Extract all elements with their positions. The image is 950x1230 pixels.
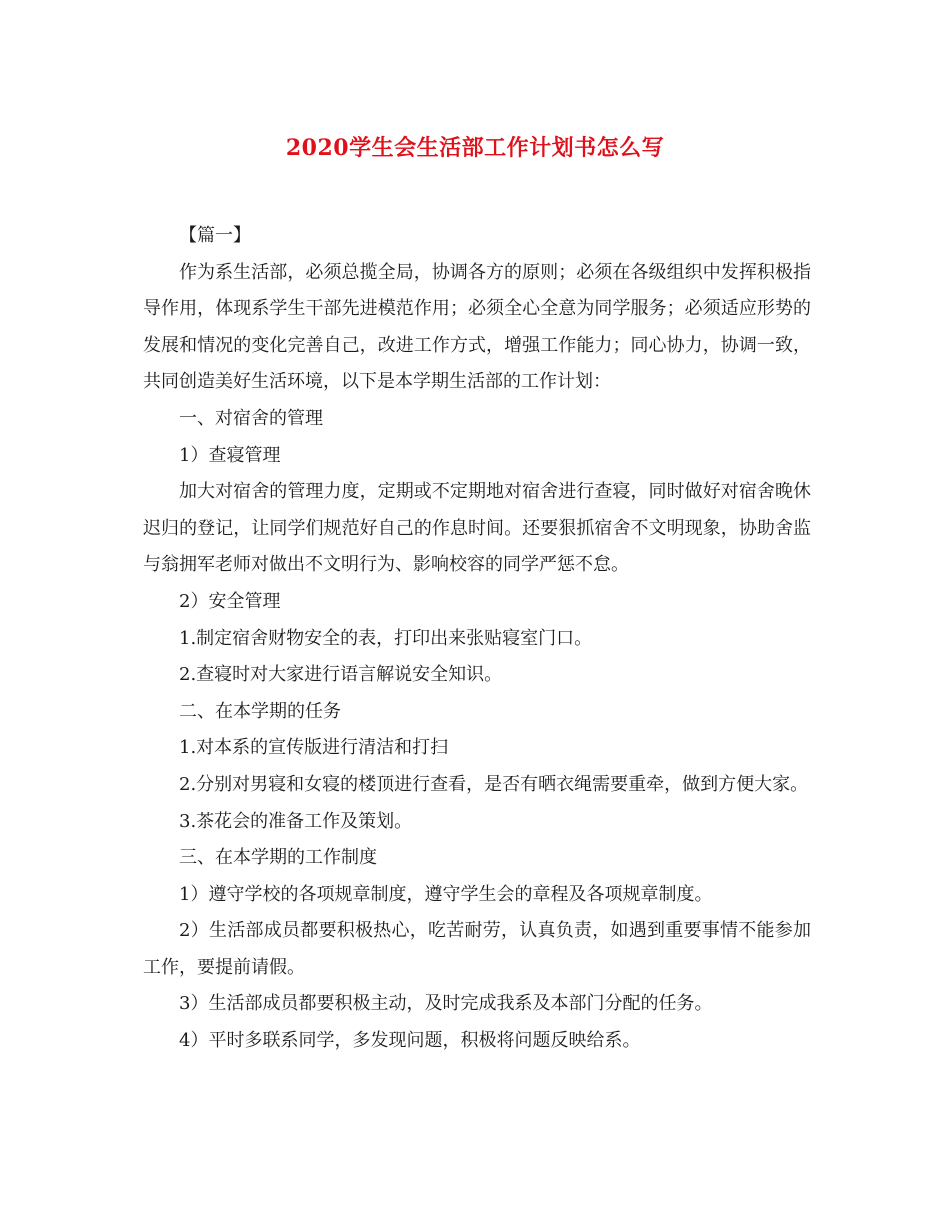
- list-item: 3.茶花会的准备工作及策划。: [179, 810, 413, 832]
- subheading-safety: 2）安全管理: [179, 590, 281, 612]
- list-item: 2）生活部成员都要积极热心，吃苦耐劳，认真负责，如遇到重要事情不能参加工作，要提前请假。: [143, 920, 811, 978]
- document-body: [143, 218, 811, 1060]
- section-heading-dormitory: 一、对宿舍的管理: [179, 407, 323, 429]
- document-title: 2020学生会生活部工作计划书怎么写: [285, 135, 665, 161]
- subheading-inspection: 1）查寝管理: [179, 444, 281, 466]
- list-item: 1.对本系的宣传版进行清洁和打扫: [179, 737, 449, 759]
- list-item: 2.查寝时对大家进行语言解说安全知识。: [179, 664, 503, 686]
- list-item: 3）生活部成员都要积极主动，及时完成我系及本部门分配的任务。: [179, 993, 713, 1015]
- section-heading-part-one: 【篇一】: [179, 225, 251, 246]
- section-heading-rules: 三、在本学期的工作制度: [179, 847, 377, 869]
- intro-paragraph: 作为系生活部，必须总揽全局，协调各方的原则；必须在各级组织中发挥积极指导作用，体现系学生干部先进模范作用；必须全心全意为同学服务；必须适应形势的发展和情况的变化完善自己，改进工作方式，增强工作能力；同心协力，协调一致，共同创造美好生活环境，以下是本学期生活部的工作计划：: [143, 261, 811, 393]
- section-heading-tasks: 二、在本学期的任务: [179, 700, 341, 722]
- list-item: 1）遵守学校的各项规章制度，遵守学生会的章程及各项规章制度。: [179, 883, 713, 905]
- list-item: 4）平时多联系同学，多发现问题，积极将问题反映给系。: [179, 1030, 641, 1052]
- list-item: 2.分别对男寝和女寝的楼顶进行查看，是否有晒衣绳需要重牵，做到方便大家。: [179, 773, 809, 795]
- list-item: 1.制定宿舍财物安全的表，打印出来张贴寝室门口。: [179, 627, 593, 649]
- inspection-paragraph: 加大对宿舍的管理力度，定期或不定期地对宿舍进行查寝，同时做好对宿舍晚休迟归的登记，让同学们规范好自己的作息时间。还要狠抓宿舍不文明现象，协助舍监与翁拥军老师对做出不文明行为、影响校容的同学严惩不怠。: [143, 481, 811, 576]
